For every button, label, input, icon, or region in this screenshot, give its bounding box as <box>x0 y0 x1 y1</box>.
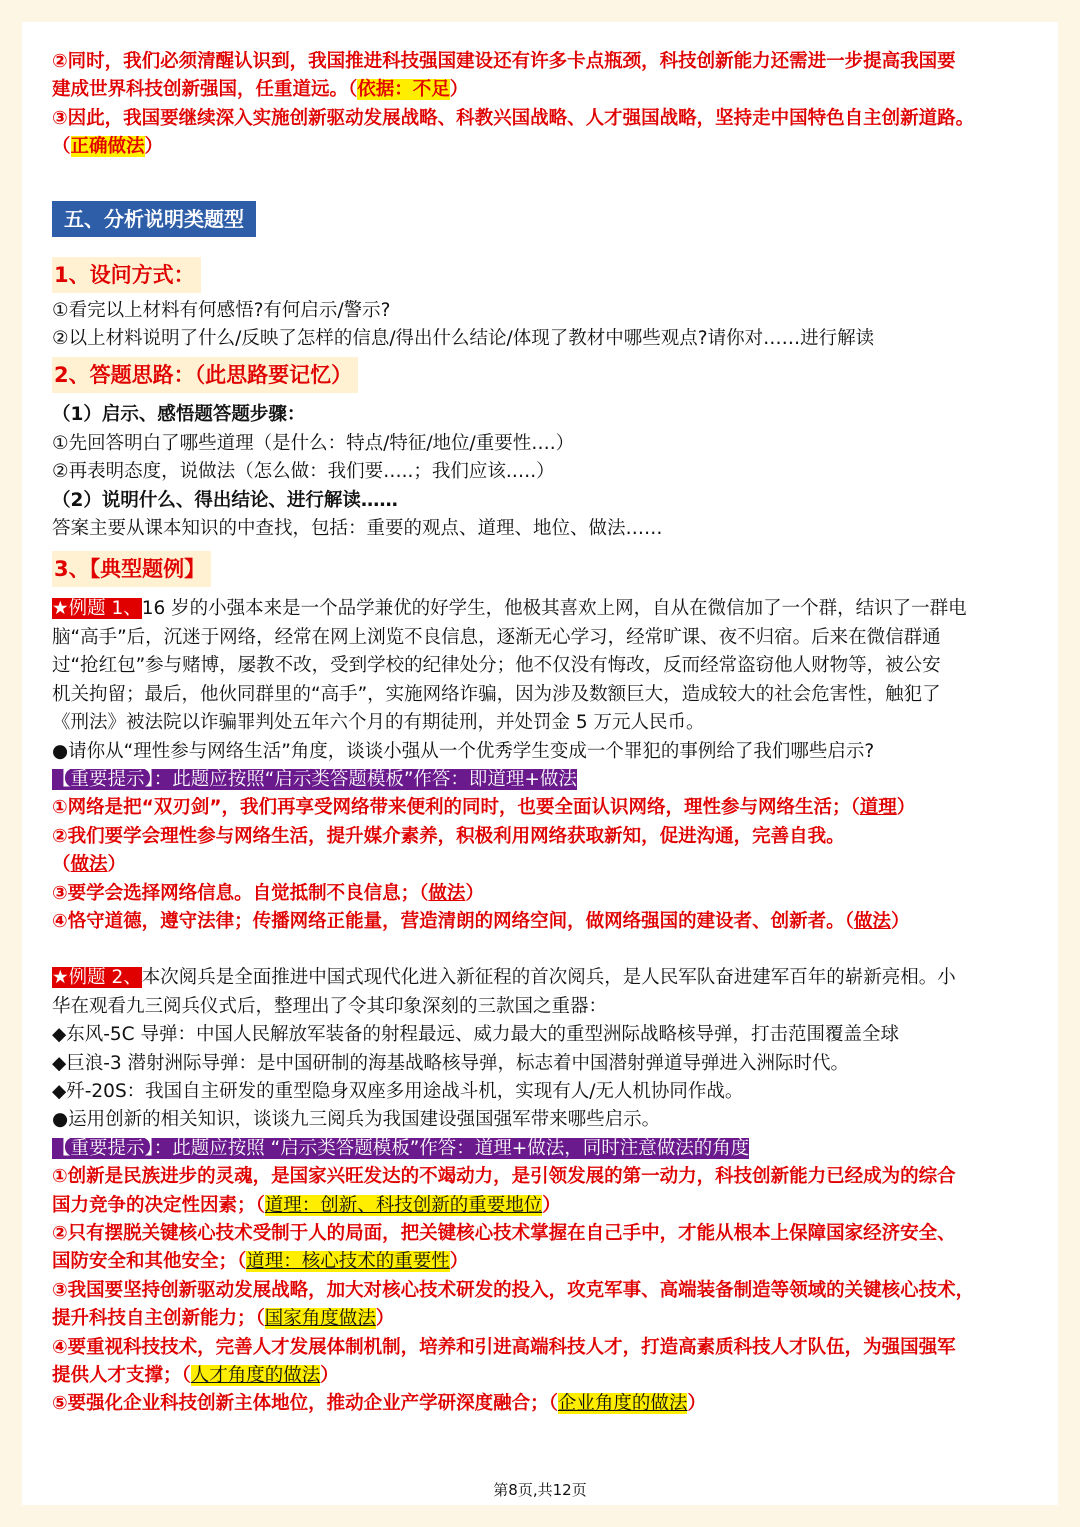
example-2-answer-4a: ④要重视科技技术，完善人才发展体制机制，培养和引进高端科技人才，打造高素质科技人才队伍，为强国强军 <box>52 1336 956 1358</box>
highlight-tag: 正确做法 <box>70 136 145 158</box>
text: ） <box>542 1194 561 1216</box>
example-2-tag: ★例题 2、 <box>52 967 142 989</box>
example-1-line-4: 机关拘留；最后，他伙同群里的“高手”，实施网络诈骗，因为涉及数额巨大，造成较大的社会危害性，触犯了 <box>52 683 941 705</box>
example-1-line-5: 《刑法》被法院以诈骗罪判处五年六个月的有期徒刑，并处罚金 5 万元人民币。 <box>52 712 705 734</box>
example-2-bullet-2: ◆巨浪-3 潜射洲际导弹：是中国研制的海基战略核导弹，标志着中国潜射弹道导弹进入洲际时代。 <box>52 1052 850 1074</box>
text: ） <box>320 1365 339 1387</box>
text: ） <box>375 1308 395 1330</box>
text: ①网络是把“双刃剑”，我们再享受网络带来便利的同时，也要全面认识网络，理性参与网络生活；（ <box>52 797 860 819</box>
step-heading-1: （1）启示、感悟题答题步骤： <box>52 404 306 426</box>
answer-tag: 国家角度做法 <box>264 1308 376 1330</box>
example-1-line-3: 过“抢红包”参与赌博，屡教不改，受到学校的纪律处分；他不仅没有悔改，反而经常盗窃他人财物等，被公安 <box>52 655 941 677</box>
example-2-answer-4b <box>52 1362 1042 1390</box>
step-heading-2: （2）说明什么、得出结论、进行解读…… <box>52 489 398 511</box>
example-1-answer-1 <box>52 794 1042 822</box>
example-2-answer-3b <box>52 1305 1042 1333</box>
example-1-line-1 <box>52 595 1042 623</box>
answer-tag: 做法 <box>853 910 891 932</box>
text: ） <box>890 910 910 932</box>
text: ④恪守道德，遵守法律；传播网络正能量，营造清朗的网络空间，做网络强国的建设者、创新者。（ <box>52 910 854 932</box>
paragraph-3-line-1: ③因此，我国要继续深入实施创新驱动发展战略、科教兴国战略、人才强国战略，坚持走中国特色自主创新道路。 <box>52 107 975 129</box>
page-number: 第8页,共12页 <box>493 1481 587 1499</box>
spacer <box>52 543 1042 551</box>
example-1-hint: 【重要提示】：此题应按照“启示类答题模板”作答：即道理+做法 <box>52 768 577 790</box>
answer-tag: 企业角度的做法 <box>557 1393 688 1415</box>
document-page <box>22 22 1058 1505</box>
example-1-answer-2-tag <box>52 851 1042 879</box>
paragraph-2-line-2 <box>52 76 1042 104</box>
example-1-tag: ★例题 1、 <box>52 598 142 620</box>
answer-tag: 做法 <box>70 854 108 876</box>
spacer <box>52 393 1042 401</box>
question-style-1: ①看完以上材料有何感悟?有何启示/警示? <box>52 299 391 321</box>
example-2-bullet-1: ◆东风-5C 导弹：中国人民解放军装备的射程最远、威力最大的重型洲际战略核导弹，打击范围覆盖全球 <box>52 1024 899 1046</box>
example-2-answer-2b <box>52 1248 1042 1276</box>
answer-tag: 道理 <box>859 797 897 819</box>
example-2-hint: 【重要提示】：此题应按照 “启示类答题模板”作答：道理+做法，同时注意做法的角度 <box>52 1137 750 1159</box>
example-2-line-1 <box>52 964 1042 992</box>
example-2-question: ●运用创新的相关知识，谈谈九三阅兵为我国建设强国强军带来哪些启示。 <box>52 1109 661 1131</box>
example-2-answer-2a: ②只有摆脱关键核心技术受制于人的局面，把关键核心技术掌握在自己手中，才能从根本上保障国家经济安全、 <box>52 1223 956 1244</box>
subheading-1: 1、设问方式： <box>52 257 201 293</box>
example-2-answer-3a: ③我国要坚持创新驱动发展战略，加大对核心技术研发的投入，攻克军事、高端装备制造等领域的关键核心技术， <box>52 1279 975 1301</box>
subheading-3: 3、【典型题例】 <box>52 551 211 587</box>
text: ） <box>144 136 164 158</box>
example-2-bullet-3: ◆歼-20S：我国自主研发的重型隐身双座多用途战斗机，实现有人/无人机协同作战。 <box>52 1080 744 1102</box>
example-2-answer-1a: ①创新是民族进步的灵魂，是国家兴旺发达的不竭动力，是引领发展的第一动力，科技创新能力已经成为的综合 <box>52 1166 956 1188</box>
spacer <box>52 162 1042 201</box>
step-2a: 答案主要从课本知识的中查找，包括：重要的观点、道理、地位、做法…… <box>52 518 663 540</box>
paragraph-3-line-2 <box>52 133 1042 161</box>
answer-tag: 道理：核心技术的重要性 <box>246 1251 450 1273</box>
text: ⑤要强化企业科技创新主体地位，推动企业产学研深度融合；（ <box>52 1393 558 1415</box>
example-1-answer-3 <box>52 880 1042 908</box>
paragraph-2-line-1: ②同时，我们必须清醒认识到，我国推进科技强国建设还有许多卡点瓶颈，科技创新能力还需进一步提高我国要 <box>52 51 956 72</box>
step-1b: ②再表明态度，说做法（怎么做：我们要…..；我们应该.….） <box>52 461 555 483</box>
example-2-answer-1b <box>52 1192 1042 1220</box>
text: ） <box>449 1251 469 1273</box>
subheading-1-row <box>52 257 1042 293</box>
answer-tag: 做法 <box>428 882 466 904</box>
page-content <box>52 48 1042 1419</box>
text: 国防安全和其他安全；（ <box>52 1251 247 1273</box>
text: 提升科技自主创新能力；（ <box>52 1308 265 1330</box>
step-1a: ①先回答明白了哪些道理（是什么：特点/特征/地位/重要性….） <box>52 432 575 454</box>
spacer <box>52 936 1042 964</box>
answer-tag: 人才角度的做法 <box>190 1365 321 1387</box>
spacer <box>52 237 1042 257</box>
text: 建成世界科技创新强国，任重道远。（ <box>52 79 358 101</box>
example-1-hint-row <box>52 766 1042 794</box>
example-2-line-2: 华在观看九三阅兵仪式后，整理出了令其印象深刻的三款国之重器： <box>52 995 608 1017</box>
example-1-answer-2: ②我们要学会理性参与网络生活，提升媒介素养，积极利用网络获取新知，促进沟通，完善自我。 <box>52 825 845 847</box>
text: （ <box>52 854 71 876</box>
text: ） <box>465 882 484 904</box>
text: （ <box>52 136 71 158</box>
example-2-answer-5 <box>52 1390 1042 1418</box>
example-1-line-2: 脑“高手”后，沉迷于网络，经常在网上浏览不良信息，逐渐无心学习，经常旷课、夜不归宿。后来在微信群通 <box>52 626 941 648</box>
text: 16 岁的小强本来是一个品学兼优的好学生，他极其喜欢上网，自从在微信加了一个群，结识了一群电 <box>141 598 967 620</box>
section-5-heading-row <box>52 201 1042 237</box>
subheading-2: 2、答题思路：（此思路要记忆） <box>52 357 358 393</box>
section-5-heading: 五、分析说明类题型 <box>52 201 256 237</box>
subheading-2-row <box>52 357 1042 393</box>
text: 国力竞争的决定性因素；（ <box>52 1194 265 1216</box>
subheading-3-row <box>52 551 1042 587</box>
answer-tag: 道理：创新、科技创新的重要地位 <box>264 1194 543 1216</box>
text: ③要学会选择网络信息。自觉抵制不良信息；（ <box>52 882 429 904</box>
text: ） <box>896 797 916 819</box>
text: 本次阅兵是全面推进中国式现代化进入新征程的首次阅兵，是人民军队奋进建军百年的崭新亮相。小 <box>141 967 956 989</box>
text: ） <box>107 854 127 876</box>
text: ） <box>687 1393 706 1415</box>
spacer <box>52 587 1042 595</box>
example-1-answer-4 <box>52 908 1042 936</box>
example-1-question: ●请你从“理性参与网络生活”角度，谈谈小强从一个优秀学生变成一个罪犯的事例给了我们哪些启示? <box>52 740 875 762</box>
highlight-tag: 依据：不足 <box>357 79 450 101</box>
text: ） <box>449 79 469 101</box>
text: 提供人才支撑；（ <box>52 1365 191 1387</box>
example-2-hint-row <box>52 1135 1042 1163</box>
question-style-2: ②以上材料说明了什么/反映了怎样的信息/得出什么结论/体现了教材中哪些观点?请你对……进行解读 <box>52 328 875 350</box>
